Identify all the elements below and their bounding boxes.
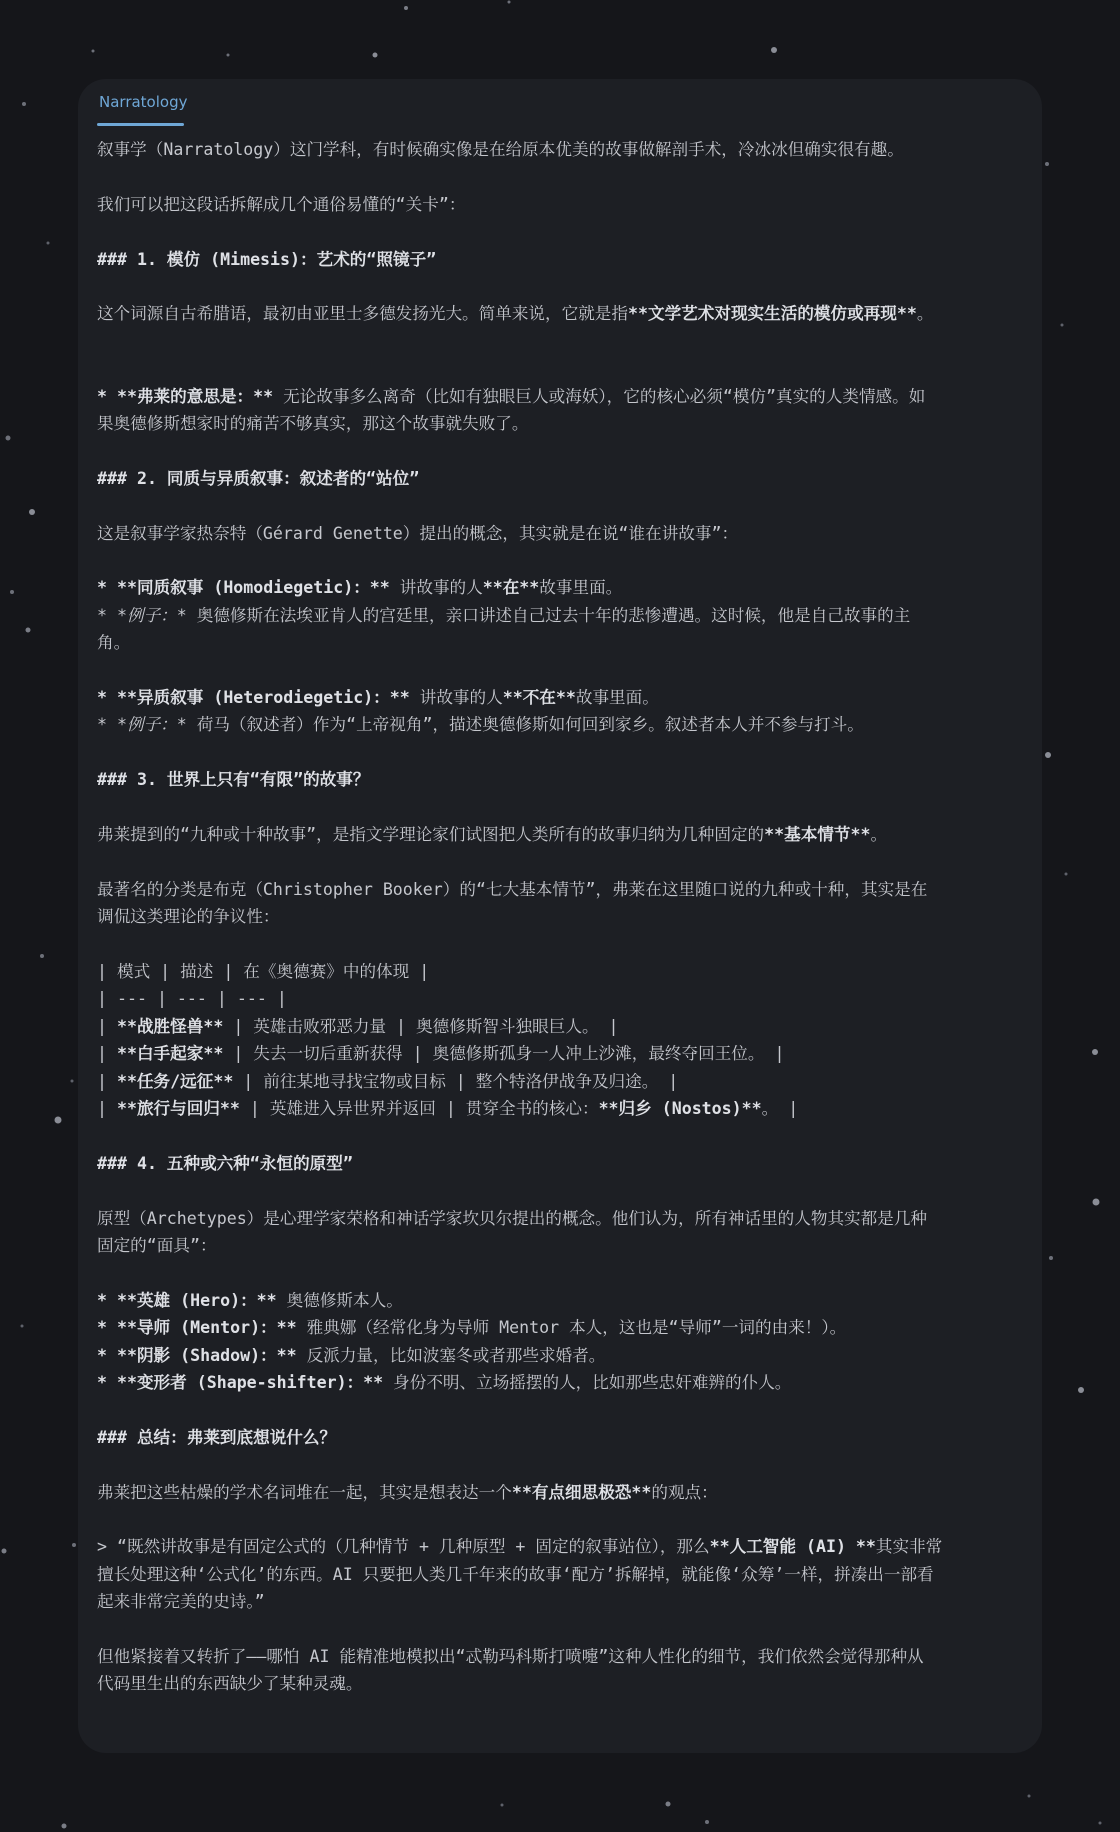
bold-text: * **弗莱的意思是：** bbox=[97, 386, 284, 406]
bold-text: **基本情节** bbox=[764, 825, 871, 844]
blockquote-ai bbox=[97, 1533, 1023, 1560]
paragraph-lead bbox=[97, 191, 1023, 218]
text-line: 。 bbox=[870, 825, 888, 844]
heading-summary: ### 总结：弗莱到底想说什么？ bbox=[97, 1427, 337, 1447]
text-line: 身份不明、立场摇摆的人，比如那些忠奸难辨的仆人。 bbox=[393, 1373, 792, 1393]
text-line: 最著名的分类是布克（Christopher Booker）的“七大基本情节”，弗莱在这里随口说的九种或十种，其实是在 bbox=[97, 879, 928, 899]
text-line: | bbox=[97, 1099, 117, 1119]
bold-text: * **英雄 (Hero)：** bbox=[97, 1290, 287, 1310]
bullet-hero bbox=[97, 1287, 1023, 1314]
text-line: | 英雄进入异世界并返回 | 贯穿全书的核心： bbox=[239, 1099, 599, 1119]
italic-text: *例子：* bbox=[116, 605, 187, 625]
table-separator-row bbox=[97, 985, 1023, 1012]
bullet-homodiegetic bbox=[97, 574, 1023, 601]
paragraph-archetypes-cont bbox=[97, 1232, 1023, 1259]
bold-text: **有点细思极恐** bbox=[511, 1482, 652, 1502]
paragraph-genette bbox=[97, 520, 1023, 547]
text-line: 代码里生出的东西缺少了某种灵魂。 bbox=[97, 1674, 363, 1694]
markdown-content bbox=[97, 136, 1023, 1698]
paragraph-conclusion-cont bbox=[97, 1670, 1023, 1697]
blockquote-ai-cont bbox=[97, 1588, 1023, 1615]
text-line: 讲故事的人 bbox=[399, 578, 483, 598]
text-line: 我们可以把这段话拆解成几个通俗易懂的“关卡”： bbox=[97, 194, 466, 214]
bullet-shapeshifter bbox=[97, 1369, 1023, 1396]
paragraph-intro bbox=[97, 136, 1023, 163]
bold-text: **归乡 (Nostos)** bbox=[598, 1099, 762, 1119]
text-line: | 失去一切后重新获得 | 奥德修斯孤身一人冲上沙滩，最终夺回王位。 | bbox=[223, 1044, 785, 1064]
bullet-shadow bbox=[97, 1342, 1023, 1369]
bold-text: **战胜怪兽** bbox=[116, 1016, 224, 1036]
text-line: 调侃这类理论的争议性： bbox=[97, 907, 280, 927]
text-line: | bbox=[97, 1044, 117, 1064]
bold-text: **任务/远征** bbox=[116, 1071, 234, 1091]
bold-text: **人工智能 (AI) ** bbox=[709, 1537, 876, 1557]
text-line: | bbox=[97, 1071, 117, 1091]
text-line: > “既然讲故事是有固定公式的（几种情节 + 几种原型 + 固定的叙事站位），那么 bbox=[97, 1537, 710, 1557]
paragraph-archetypes bbox=[97, 1205, 1023, 1232]
document-card bbox=[78, 79, 1042, 1753]
paragraph-booker-cont bbox=[97, 903, 1023, 930]
text-line: 荷马（叙述者）作为“上帝视角”，描述奥德修斯如何回到家乡。叙述者本人并不参与打斗。 bbox=[186, 715, 864, 735]
text-line: 角。 bbox=[97, 633, 131, 653]
paragraph-mimesis bbox=[97, 300, 1023, 327]
text-line: | 模式 | 描述 | 在《奥德赛》中的体现 | bbox=[97, 962, 430, 981]
table-header-row bbox=[97, 958, 1023, 985]
heading-diegesis: ### 2. 同质与异质叙事：叙述者的“站位” bbox=[97, 468, 420, 488]
text-line: | bbox=[97, 1016, 117, 1036]
text-line: 雅典娜（经常化身为导师 Mentor 本人，这也是“导师”一词的由来！）。 bbox=[306, 1318, 847, 1338]
bullet-frye-meaning-cont bbox=[97, 410, 1023, 437]
text-line: 反派力量，比如波塞冬或者那些求婚者。 bbox=[306, 1345, 606, 1365]
text-line: 奥德修斯在法埃亚肯人的宫廷里，亲口讲述自己过去十年的悲惨遭遇。这时候，他是自己故事的主 bbox=[186, 605, 911, 625]
bold-text: **在** bbox=[482, 578, 540, 598]
text-line: 故事里面。 bbox=[539, 578, 623, 598]
text-line: 无论故事多么离奇（比如有独眼巨人或海妖），它的核心必须“模仿”真实的人类情感。如 bbox=[283, 386, 926, 406]
heading-archetypes: ### 4. 五种或六种“永恒的原型” bbox=[97, 1153, 353, 1173]
text-line: | 前往某地寻找宝物或目标 | 整个特洛伊战争及归途。 | bbox=[233, 1071, 679, 1091]
bullet-homodiegetic-example-cont bbox=[97, 629, 1023, 656]
paragraph-booker bbox=[97, 876, 1023, 903]
paragraph-nine-or-ten bbox=[97, 821, 1023, 848]
text-line: 。 bbox=[916, 304, 934, 324]
text-line: 的观点： bbox=[651, 1482, 718, 1502]
bullet-heterodiegetic-example bbox=[97, 711, 1023, 738]
text-line: 这是叙事学家热奈特（Gérard Genette）提出的概念，其实就是在说“谁在讲故事”： bbox=[97, 523, 739, 543]
text-line: 起来非常完美的史诗。” bbox=[97, 1592, 265, 1612]
bold-text: * **同质叙事 (Homodiegetic)：** bbox=[97, 578, 400, 598]
bold-text: **不在** bbox=[502, 688, 576, 707]
table-row bbox=[97, 1095, 1023, 1122]
tab-narratology[interactable]: Narratology bbox=[99, 93, 188, 111]
italic-text: *例子：* bbox=[116, 715, 187, 735]
text-line: 故事里面。 bbox=[575, 688, 659, 707]
heading-limited-stories: ### 3. 世界上只有“有限”的故事？ bbox=[97, 770, 370, 790]
text-line: 固定的“面具”： bbox=[97, 1236, 217, 1256]
text-line: 奥德修斯本人。 bbox=[286, 1290, 403, 1310]
paragraph-conclusion bbox=[97, 1643, 1023, 1670]
text-line: 原型（Archetypes）是心理学家荣格和神话学家坎贝尔提出的概念。他们认为，所有神话里的人物其实都是几种 bbox=[97, 1208, 928, 1228]
blockquote-ai-cont bbox=[97, 1561, 1023, 1588]
text-line: 讲故事的人 bbox=[419, 688, 503, 707]
bold-text: **旅行与回归** bbox=[116, 1099, 240, 1119]
text-line: * bbox=[97, 715, 117, 735]
text-line: 弗莱提到的“九种或十种故事”，是指文学理论家们试图把人类所有的故事归纳为几种固定的 bbox=[97, 825, 765, 844]
text-line: 叙事学（Narratology）这门学科，有时候确实像是在给原本优美的故事做解剖手术，冷冰冰但确实很有趣。 bbox=[97, 140, 904, 159]
text-line: 擅长处理这种‘公式化’的东西。AI 只要把人类几千年来的故事‘配方’拆解掉，就能像‘众筹’一样，拼凑出一部看 bbox=[97, 1564, 934, 1584]
text-line: 果奥德修斯想家时的痛苦不够真实，那这个故事就失败了。 bbox=[97, 414, 529, 433]
bold-text: * **异质叙事 (Heterodiegetic)：** bbox=[97, 688, 420, 707]
table-row bbox=[97, 1040, 1023, 1067]
text-line: 弗莱把这些枯燥的学术名词堆在一起，其实是想表达一个 bbox=[97, 1482, 512, 1502]
bullet-mentor bbox=[97, 1314, 1023, 1341]
text-line: 这个词源自古希腊语，最初由亚里士多德发扬光大。简单来说，它就是指 bbox=[97, 304, 628, 324]
text-line: 其实非常 bbox=[875, 1537, 943, 1557]
text-line: 。 | bbox=[761, 1099, 799, 1119]
table-row bbox=[97, 1013, 1023, 1040]
tab-bar bbox=[78, 79, 1042, 127]
bullet-homodiegetic-example bbox=[97, 602, 1023, 629]
bullet-frye-meaning bbox=[97, 383, 1023, 410]
active-tab-indicator bbox=[97, 123, 184, 126]
text-line: * bbox=[97, 605, 117, 625]
bullet-heterodiegetic bbox=[97, 684, 1023, 711]
text-line: 但他紧接着又转折了——哪怕 AI 能精准地模拟出“忒勒玛科斯打喷嚏”这种人性化的细节，我们依然会觉得那种从 bbox=[97, 1647, 924, 1667]
heading-mimesis: ### 1. 模仿 (Mimesis)：艺术的“照镜子” bbox=[97, 249, 437, 269]
bold-text: **文学艺术对现实生活的模仿或再现** bbox=[628, 304, 917, 324]
bold-text: * **导师 (Mentor)：** bbox=[97, 1318, 307, 1338]
bold-text: * **变形者 (Shape-shifter)：** bbox=[97, 1373, 394, 1393]
bold-text: * **阴影 (Shadow)：** bbox=[97, 1345, 307, 1365]
text-line: | 英雄击败邪恶力量 | 奥德修斯智斗独眼巨人。 | bbox=[223, 1016, 619, 1036]
table-row bbox=[97, 1068, 1023, 1095]
text-line: | --- | --- | --- | bbox=[97, 989, 287, 1009]
bold-text: **白手起家** bbox=[116, 1044, 224, 1064]
paragraph-summary bbox=[97, 1479, 1023, 1506]
